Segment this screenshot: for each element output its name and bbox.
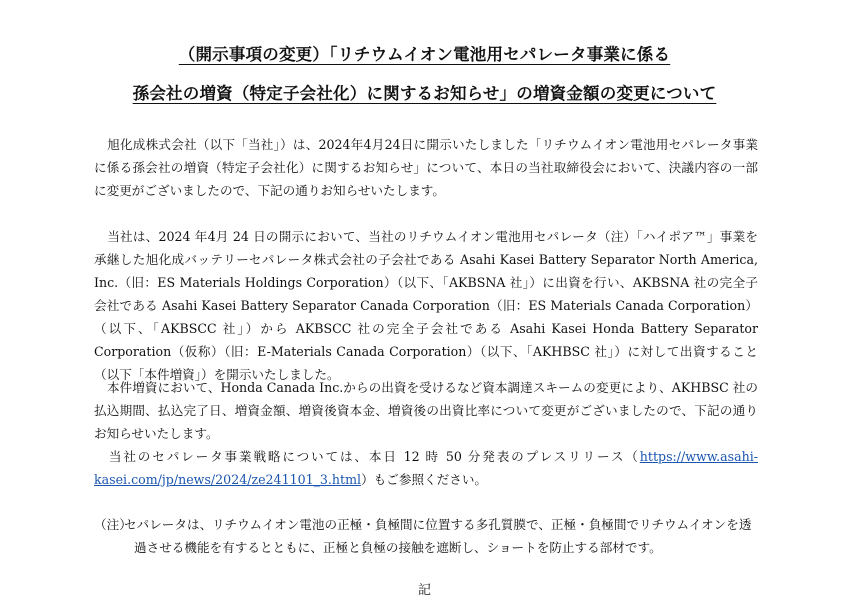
intro-paragraph [94,133,758,202]
change-paragraph [94,376,758,445]
ki-heading: 記 [417,583,431,598]
document-title-line-2: 孫会社の増資（特定子会社化）に関するお知らせ」の増資金額の変更について [132,84,717,103]
disclosure-paragraph-text: 当社は、2024 年4月 24 日の開示において、当社のリチウムイオン電池用セパレータ（注）「ハイポア™」事業を承継した旭化成バッテリーセパレータ株式会社の子会社である Asahi Kasei Battery Separator North America, Inc.（旧：ES Materials Holdings Corporation）（以下、「AKBSNA 社」）に出資を行い、AKBSNA 社の完全子会社である Asahi Kasei Battery Separator Canada Corporation（旧：ES Materials Canada Corporation）（以下、「AKBSCC 社」）から AKBSCC 社の完全子会社である Asahi Kasei Honda Battery Separator Corporation（仮称）（旧：E-Materials Canada Corporation）（以下、「AKHBSC 社」）に対して出資すること（以下「本件増資」）を開示いたしました。 [94,229,758,382]
strategy-text-after: ）もご参照ください。 [361,472,488,487]
strategy-text-before: 当社のセパレータ事業戦略については、本日 12 時 50 分発表のプレスリリース（ [107,449,640,464]
footnote [94,513,758,559]
press-release-link[interactable]: https://www.asahi-kasei.com/jp/news/2024/ze241101_3.html [94,449,758,487]
disclosure-paragraph [94,225,758,386]
intro-paragraph-text: 旭化成株式会社（以下「当社」）は、2024年4月24日に開示いたしました「リチウムイオン電池用セパレータ事業に係る孫会社の増資（特定子会社化）に関するお知らせ」について、本日の当社取締役会において、決議内容の一部に変更がございましたので、下記の通りお知らせいたします。 [94,137,758,198]
footnote-text: セパレータは、リチウムイオン電池の正極・負極間に位置する多孔質膜で、正極・負極間でリチウムイオンを透過させる機能を有するとともに、正極と負極の接触を遮断し、ショートを防止する部材です。 [124,517,752,555]
strategy-paragraph [94,445,758,491]
document-title-line-1: （開示事項の変更）「リチウムイオン電池用セパレータ事業に係る [178,45,671,64]
change-paragraph-text: 本件増資において、Honda Canada Inc.からの出資を受けるなど資本調達スキームの変更により、AKHBSC 社の払込期間、払込完了日、増資金額、増資後資本金、増資後の出資比率について変更がございましたので、下記の通りお知らせいたします。 [94,380,758,441]
footnote-label: （注） [94,517,132,532]
